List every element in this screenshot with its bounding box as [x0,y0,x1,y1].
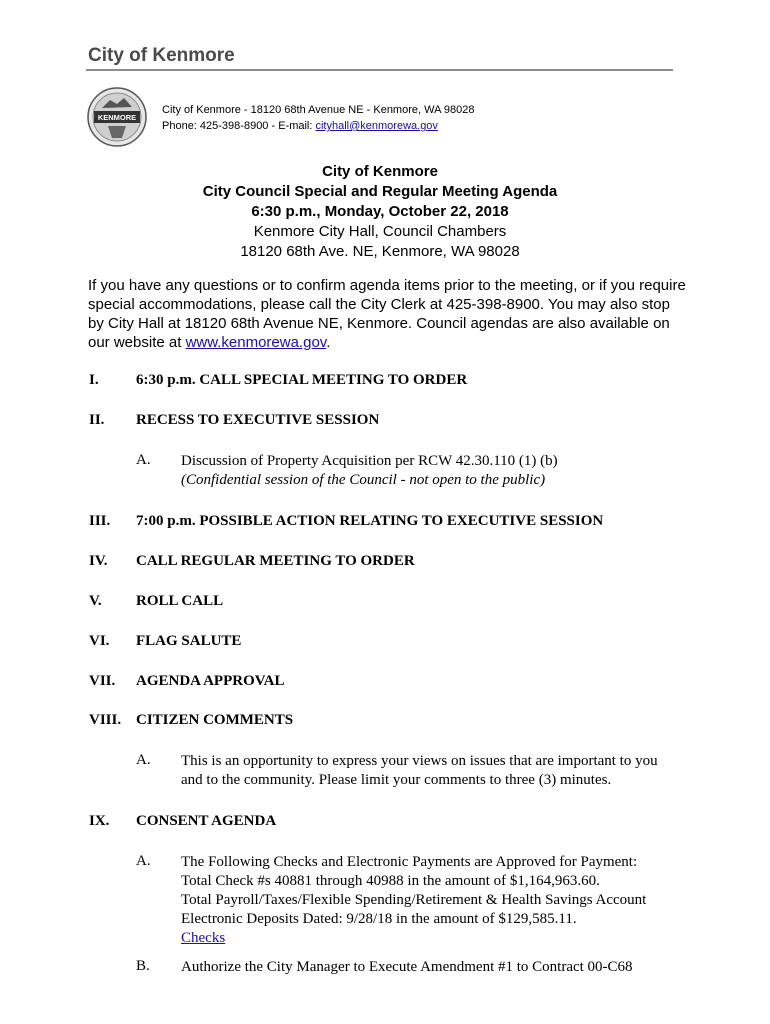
agenda-item-ix-b-letter: B. [136,958,150,974]
agenda-heading [86,162,674,262]
agenda-item-viii-number: VIII. [89,712,122,728]
agenda-item-vi-title: FLAG SALUTE [136,633,242,649]
agenda-item-ii-a [181,452,681,490]
agenda-item-ix-number: IX. [89,813,110,829]
agenda-item-ix-b [181,958,681,977]
svg-text:KENMORE: KENMORE [97,113,137,122]
item-viii-a-line1: This is an opportunity to express your views on issues that are important to you [181,753,658,769]
item-ii-a-line1: Discussion of Property Acquisition per RCW 42.30.110 (1) (b) [181,453,558,469]
letterhead-title: City of Kenmore [88,45,235,66]
contact-info [162,102,474,134]
agenda-item-viii-a [181,752,681,790]
item-ii-a-line2: (Confidential session of the Council - not open to the public) [181,472,546,488]
agenda-item-viii-title: CITIZEN COMMENTS [136,712,294,728]
contact-address: City of Kenmore - 18120 68th Avenue NE - Kenmore, WA 98028 [162,104,475,116]
agenda-item-iii-number: III. [89,513,111,529]
agenda-item-iii-title: 7:00 p.m. POSSIBLE ACTION RELATING TO EXECUTIVE SESSION [136,513,604,529]
heading-address: 18120 68th Ave. NE, Kenmore, WA 98028 [240,243,520,260]
agenda-item-vii-number: VII. [89,673,116,689]
intro-text: If you have any questions or to confirm agenda items prior to the meeting, or if you require special accommodations, please call the City Clerk at 425-398-8900. You may also stop by City Hall at 18120 68th Avenue NE, Kenmore. Council agendas are also available on our website at [88,277,686,351]
agenda-item-ix-a [181,853,681,948]
agenda-item-i-number: I. [89,372,99,388]
agenda-item-ii-number: II. [89,412,105,428]
email-link[interactable]: cityhall@kenmorewa.gov [315,120,438,132]
item-ix-a-line3: Total Payroll/Taxes/Flexible Spending/Retirement & Health Savings Account [181,892,647,908]
item-ix-b-line1: Authorize the City Manager to Execute Amendment #1 to Contract 00-C68 [181,959,633,975]
agenda-item-viii-a-letter: A. [136,752,151,768]
heading-city: City of Kenmore [322,163,438,180]
agenda-item-vi-number: VI. [89,633,110,649]
agenda-item-iv-number: IV. [89,553,108,569]
heading-meeting: City Council Special and Regular Meeting Agenda [202,183,558,200]
contact-phone-email [162,118,474,134]
website-link[interactable]: www.kenmorewa.gov [185,334,327,351]
intro-paragraph [88,276,688,352]
agenda-item-ix-a-letter: A. [136,853,151,869]
agenda-item-i-title: 6:30 p.m. CALL SPECIAL MEETING TO ORDER [136,372,468,388]
letterhead-divider [86,69,673,71]
intro-end: . [326,334,331,351]
agenda-item-ii-a-letter: A. [136,452,151,468]
item-ix-a-line4: Electronic Deposits Dated: 9/28/18 in the amount of $129,585.11. [181,911,577,927]
agenda-item-v-number: V. [89,593,102,609]
contact-phone: Phone: 425-398-8900 - E-mail: [162,120,316,132]
heading-datetime: 6:30 p.m., Monday, October 22, 2018 [251,203,509,220]
agenda-item-ix-title: CONSENT AGENDA [136,813,277,829]
agenda-item-v-title: ROLL CALL [136,593,224,609]
agenda-item-iv-title: CALL REGULAR MEETING TO ORDER [136,553,415,569]
city-seal-logo [86,86,148,148]
item-ix-a-line1: The Following Checks and Electronic Payments are Approved for Payment: [181,854,638,870]
item-ix-a-line2: Total Check #s 40881 through 40988 in the amount of $1,164,963.60. [181,873,600,889]
checks-link[interactable]: Checks [181,930,226,946]
item-viii-a-line2: and to the community. Please limit your comments to three (3) minutes. [181,772,612,788]
agenda-item-ii-title: RECESS TO EXECUTIVE SESSION [136,412,380,428]
heading-venue: Kenmore City Hall, Council Chambers [253,223,507,240]
agenda-item-vii-title: AGENDA APPROVAL [136,673,285,689]
